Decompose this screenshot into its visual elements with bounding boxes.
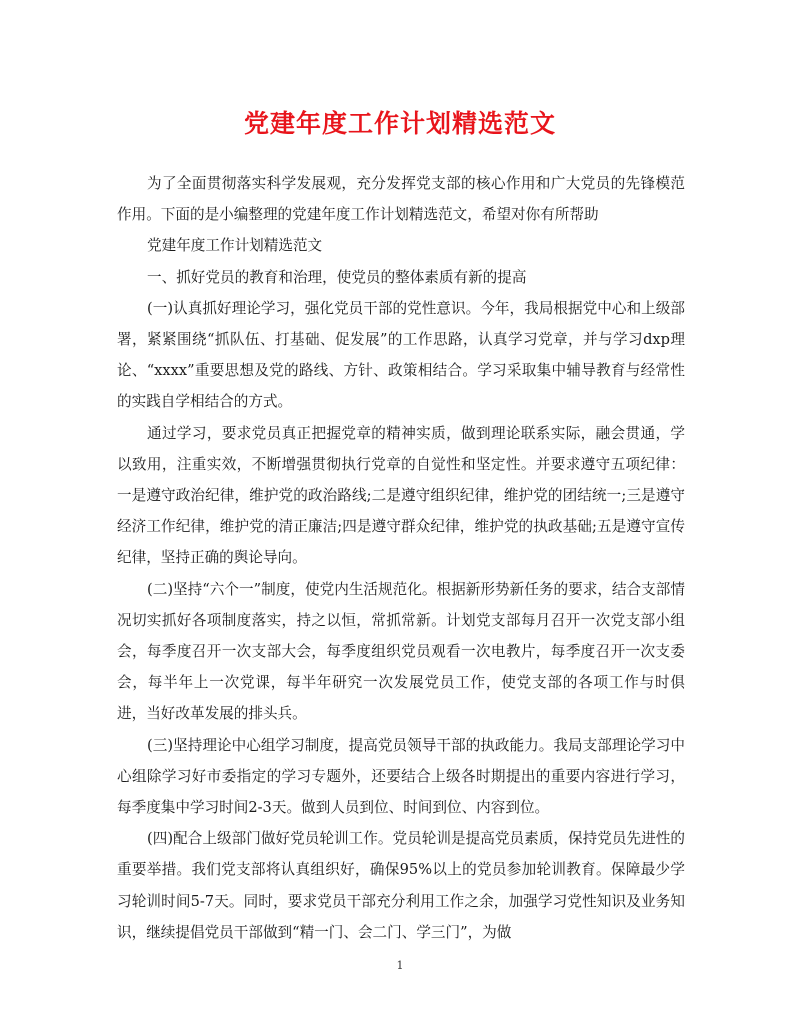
page-number: 1 — [396, 959, 404, 972]
document-title: 党建年度工作计划精选范文 — [243, 109, 556, 138]
paragraph-item-2: (二)坚持“六个一”制度，使党内生活规范化。根据新形势新任务的要求，结合支部情况切实抓好各项制度落实，持之以恒，常抓常新。计划党支部每月召开一次党支部小组会，每季度召开一次支部大会，每季度组织党员观看一次电教片，每季度召开一次支委会，每半年上一次党课，每半年研究一次发展党员工作，使党支部的各项工作与时俱进，当好改革发展的排头兵。 — [117, 580, 685, 723]
document-body — [117, 168, 685, 948]
paragraph-intro: 为了全面贯彻落实科学发展观，充分发挥党支部的核心作用和广大党员的先锋模范作用。下面的是小编整理的党建年度工作计划精选范文，希望对你有所帮助 — [117, 175, 685, 224]
paragraph-item-3: (三)坚持理论中心组学习制度，提高党员领导干部的执政能力。我局支部理论学习中心组除学习好市委指定的学习专题外，还要结合上级各时期提出的重要内容进行学习，每季度集中学习时间2-3天。做到人员到位、时间到位、内容到位。 — [117, 736, 685, 817]
paragraph-item-4: (四)配合上级部门做好党员轮训工作。党员轮训是提高党员素质，保持党员先进性的重要举措。我们党支部将认真组织好，确保95%以上的党员参加轮训教育。保障最少学习轮训时间5-7天。同时，要求党员干部充分利用工作之余，加强学习党性知识及业务知识，继续提倡党员干部做到“精一门、会二门、学三门”，为做 — [117, 830, 685, 941]
paragraph-study: 通过学习，要求党员真正把握党章的精神实质，做到理论联系实际，融会贯通，学以致用，注重实效，不断增强贯彻执行党章的自觉性和坚定性。并要求遵守五项纪律：一是遵守政治纪律，维护党的政治路线;二是遵守组织纪律，维护党的团结统一;三是遵守经济工作纪律，维护党的清正廉洁;四是遵守群众纪律，维护党的执政基础;五是遵守宣传纪律，坚持正确的舆论导向。 — [117, 424, 685, 567]
paragraph-item-1: (一)认真抓好理论学习，强化党员干部的党性意识。今年，我局根据党中心和上级部署，紧紧围绕“抓队伍、打基础、促发展”的工作思路，认真学习党章，并与学习dxp理论、“xxxx”重要思想及党的路线、方针、政策相结合。学习采取集中辅导教育与经常性的实践自学相结合的方式。 — [117, 299, 685, 411]
section-heading-1: 一、抓好党员的教育和治理，使党员的整体素质有新的提高 — [147, 268, 527, 286]
paragraph-subtitle: 党建年度工作计划精选范文 — [147, 237, 323, 255]
